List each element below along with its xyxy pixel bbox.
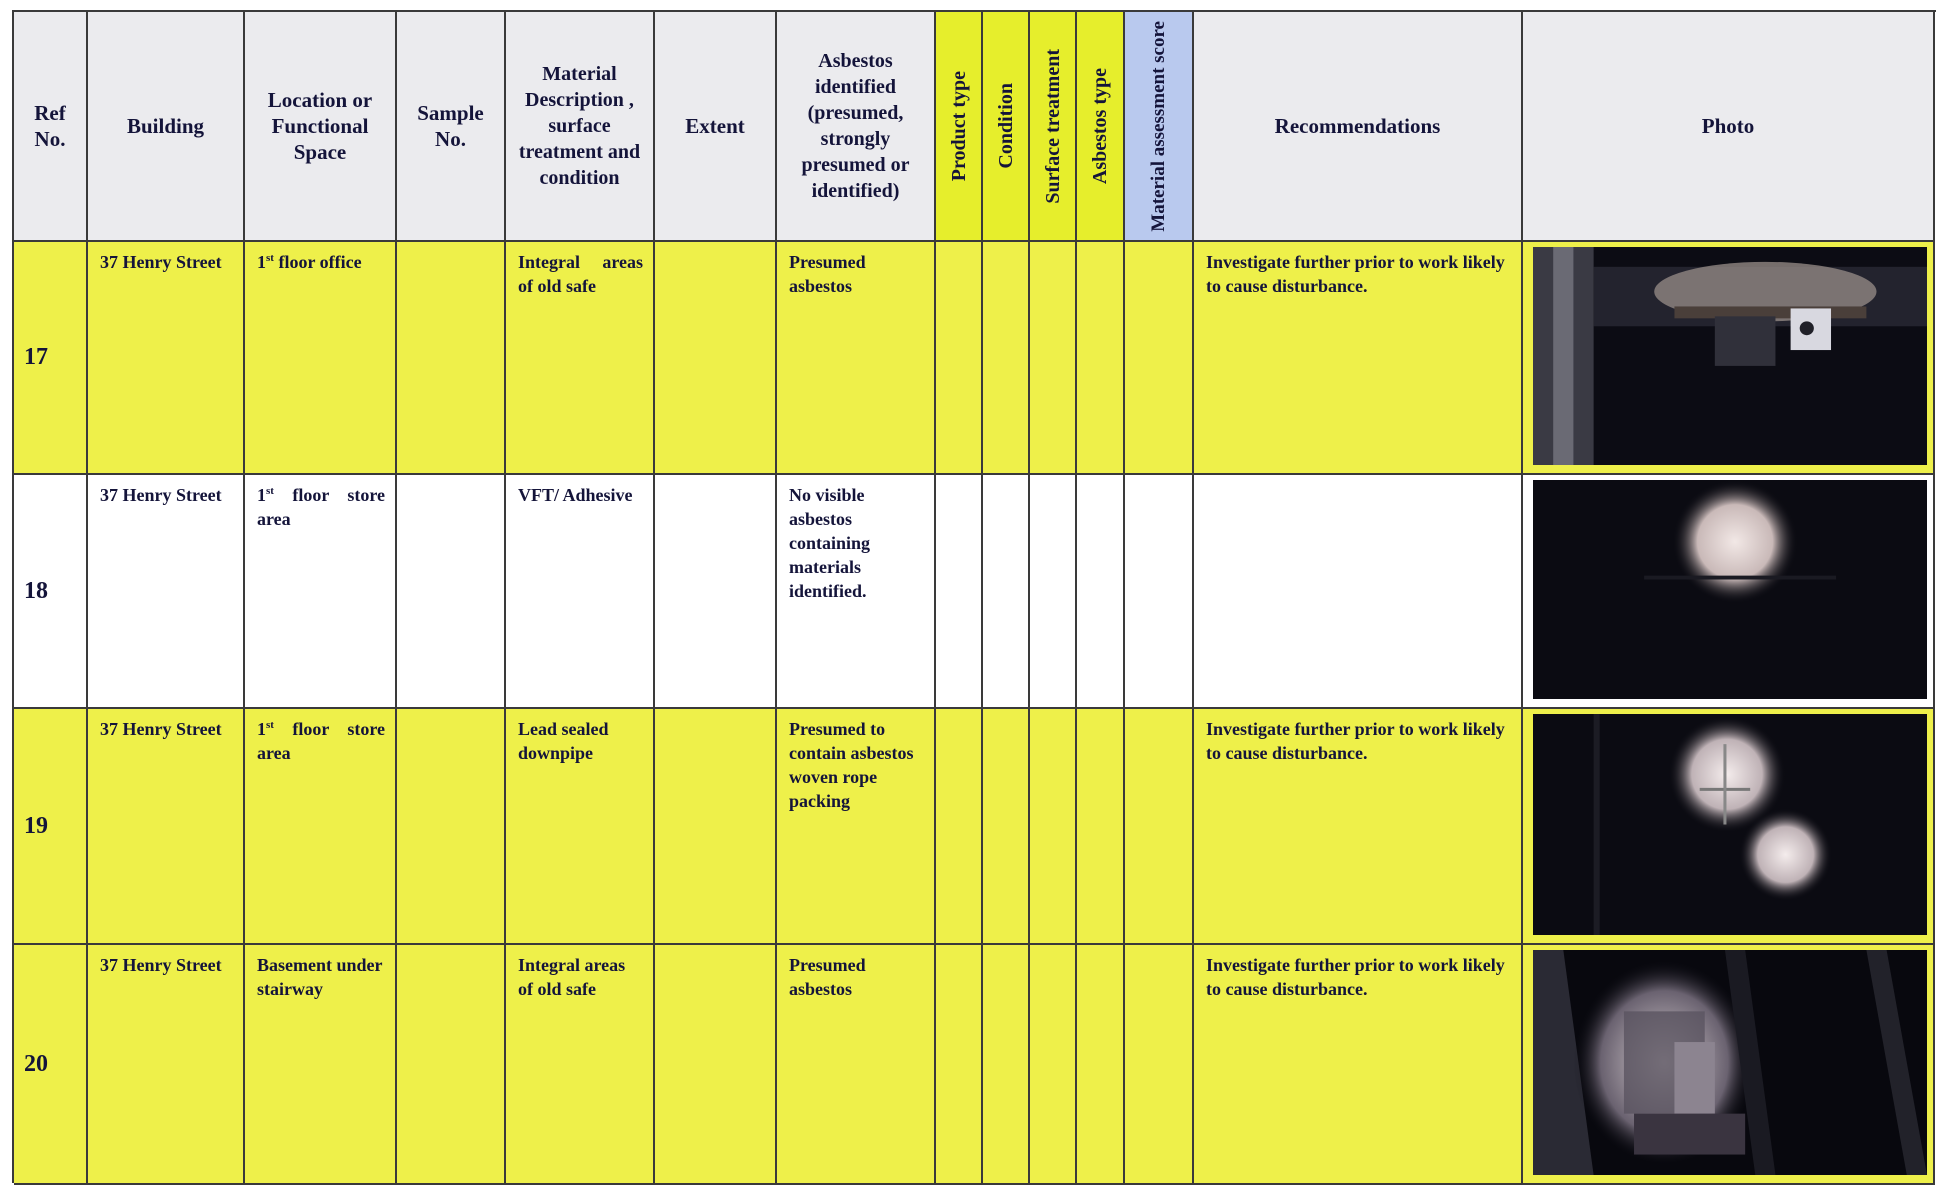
row-location	[245, 475, 397, 709]
row-asbestos: Presumed to contain asbestos woven rope packing	[777, 709, 936, 945]
location-text: 1	[257, 485, 266, 505]
row-recommendation	[1194, 475, 1523, 709]
location-text-post: floor store area	[257, 485, 385, 529]
row-building: 37 Henry Street	[88, 709, 245, 945]
header-condition-cell	[983, 12, 1030, 242]
asbestos-register-table	[12, 10, 1936, 1183]
row-product-type	[936, 242, 983, 475]
row-ref: 19	[14, 709, 88, 945]
header-material: Material Description , surface treatment and condition	[506, 12, 655, 242]
row-material: Lead sealed downpipe	[506, 709, 655, 945]
header-material-score-cell	[1125, 12, 1194, 242]
row-product-type	[936, 945, 983, 1185]
row-asbestos-type	[1077, 709, 1125, 945]
header-asbestos-type-cell	[1077, 12, 1125, 242]
photo-basement-safe	[1533, 950, 1927, 1175]
row-material-score	[1125, 945, 1194, 1185]
row-ref: 20	[14, 945, 88, 1185]
row-asbestos-type	[1077, 475, 1125, 709]
header-product-type: Product type	[947, 70, 970, 182]
row-product-type	[936, 475, 983, 709]
row-building: 37 Henry Street	[88, 475, 245, 709]
row-ref: 18	[14, 475, 88, 709]
header-asbestos: Asbestos identified (presumed, strongly presumed or identified)	[777, 12, 936, 242]
row-photo-cell	[1523, 709, 1935, 945]
header-photo: Photo	[1523, 12, 1935, 242]
location-text: 1	[257, 719, 266, 739]
row-condition	[983, 945, 1030, 1185]
location-text-post: floor office	[273, 252, 362, 272]
photo-downpipe	[1533, 714, 1927, 935]
location-text: 1	[257, 252, 266, 272]
row-sample	[397, 945, 506, 1185]
row-photo-cell	[1523, 945, 1935, 1185]
row-sample	[397, 242, 506, 475]
row-material: Integral areas of old safe	[506, 945, 655, 1185]
header-building: Building	[88, 12, 245, 242]
row-surface-treatment	[1030, 945, 1077, 1185]
row-material: Integral areas of old safe	[506, 242, 655, 475]
location-sup: st	[266, 252, 274, 264]
row-extent	[655, 945, 777, 1185]
row-location	[245, 709, 397, 945]
row-asbestos: Presumed asbestos	[777, 242, 936, 475]
header-sample: Sample No.	[397, 12, 506, 242]
photo-floor-flashlight	[1533, 480, 1927, 699]
header-material-score: Material assessment score	[1147, 20, 1169, 232]
location-sup: st	[266, 485, 274, 497]
row-asbestos-type	[1077, 242, 1125, 475]
header-surface-treatment: Surface treatment	[1041, 48, 1064, 204]
row-location	[245, 242, 397, 475]
row-location	[245, 945, 397, 1185]
header-surface-treatment-cell	[1030, 12, 1077, 242]
row-extent	[655, 475, 777, 709]
row-asbestos-type	[1077, 945, 1125, 1185]
location-sup: st	[266, 719, 274, 731]
row-sample	[397, 475, 506, 709]
row-building: 37 Henry Street	[88, 242, 245, 475]
location-text: Basement under stairway	[257, 955, 383, 999]
header-product-type-cell	[936, 12, 983, 242]
row-extent	[655, 709, 777, 945]
row-material-score	[1125, 709, 1194, 945]
row-recommendation: Investigate further prior to work likely to cause disturbance.	[1194, 242, 1523, 475]
row-photo-cell	[1523, 242, 1935, 475]
row-material: VFT/ Adhesive	[506, 475, 655, 709]
row-building: 37 Henry Street	[88, 945, 245, 1185]
header-extent: Extent	[655, 12, 777, 242]
location-text-post: floor store area	[257, 719, 385, 763]
header-asbestos-type: Asbestos type	[1089, 67, 1111, 185]
header-condition: Condition	[994, 83, 1017, 169]
row-product-type	[936, 709, 983, 945]
row-asbestos: No visible asbestos containing materials identified.	[777, 475, 936, 709]
row-asbestos: Presumed asbestos	[777, 945, 936, 1185]
header-recommendations: Recommendations	[1194, 12, 1523, 242]
row-condition	[983, 242, 1030, 475]
row-extent	[655, 242, 777, 475]
row-surface-treatment	[1030, 242, 1077, 475]
photo-old-safe	[1533, 247, 1927, 465]
row-condition	[983, 475, 1030, 709]
row-recommendation: Investigate further prior to work likely to cause disturbance.	[1194, 709, 1523, 945]
row-ref: 17	[14, 242, 88, 475]
header-ref: Ref No.	[14, 12, 88, 242]
row-recommendation: Investigate further prior to work likely to cause disturbance.	[1194, 945, 1523, 1185]
row-sample	[397, 709, 506, 945]
row-surface-treatment	[1030, 709, 1077, 945]
row-condition	[983, 709, 1030, 945]
row-photo-cell	[1523, 475, 1935, 709]
row-surface-treatment	[1030, 475, 1077, 709]
row-material-score	[1125, 475, 1194, 709]
row-material-score	[1125, 242, 1194, 475]
header-location: Location or Functional Space	[245, 12, 397, 242]
